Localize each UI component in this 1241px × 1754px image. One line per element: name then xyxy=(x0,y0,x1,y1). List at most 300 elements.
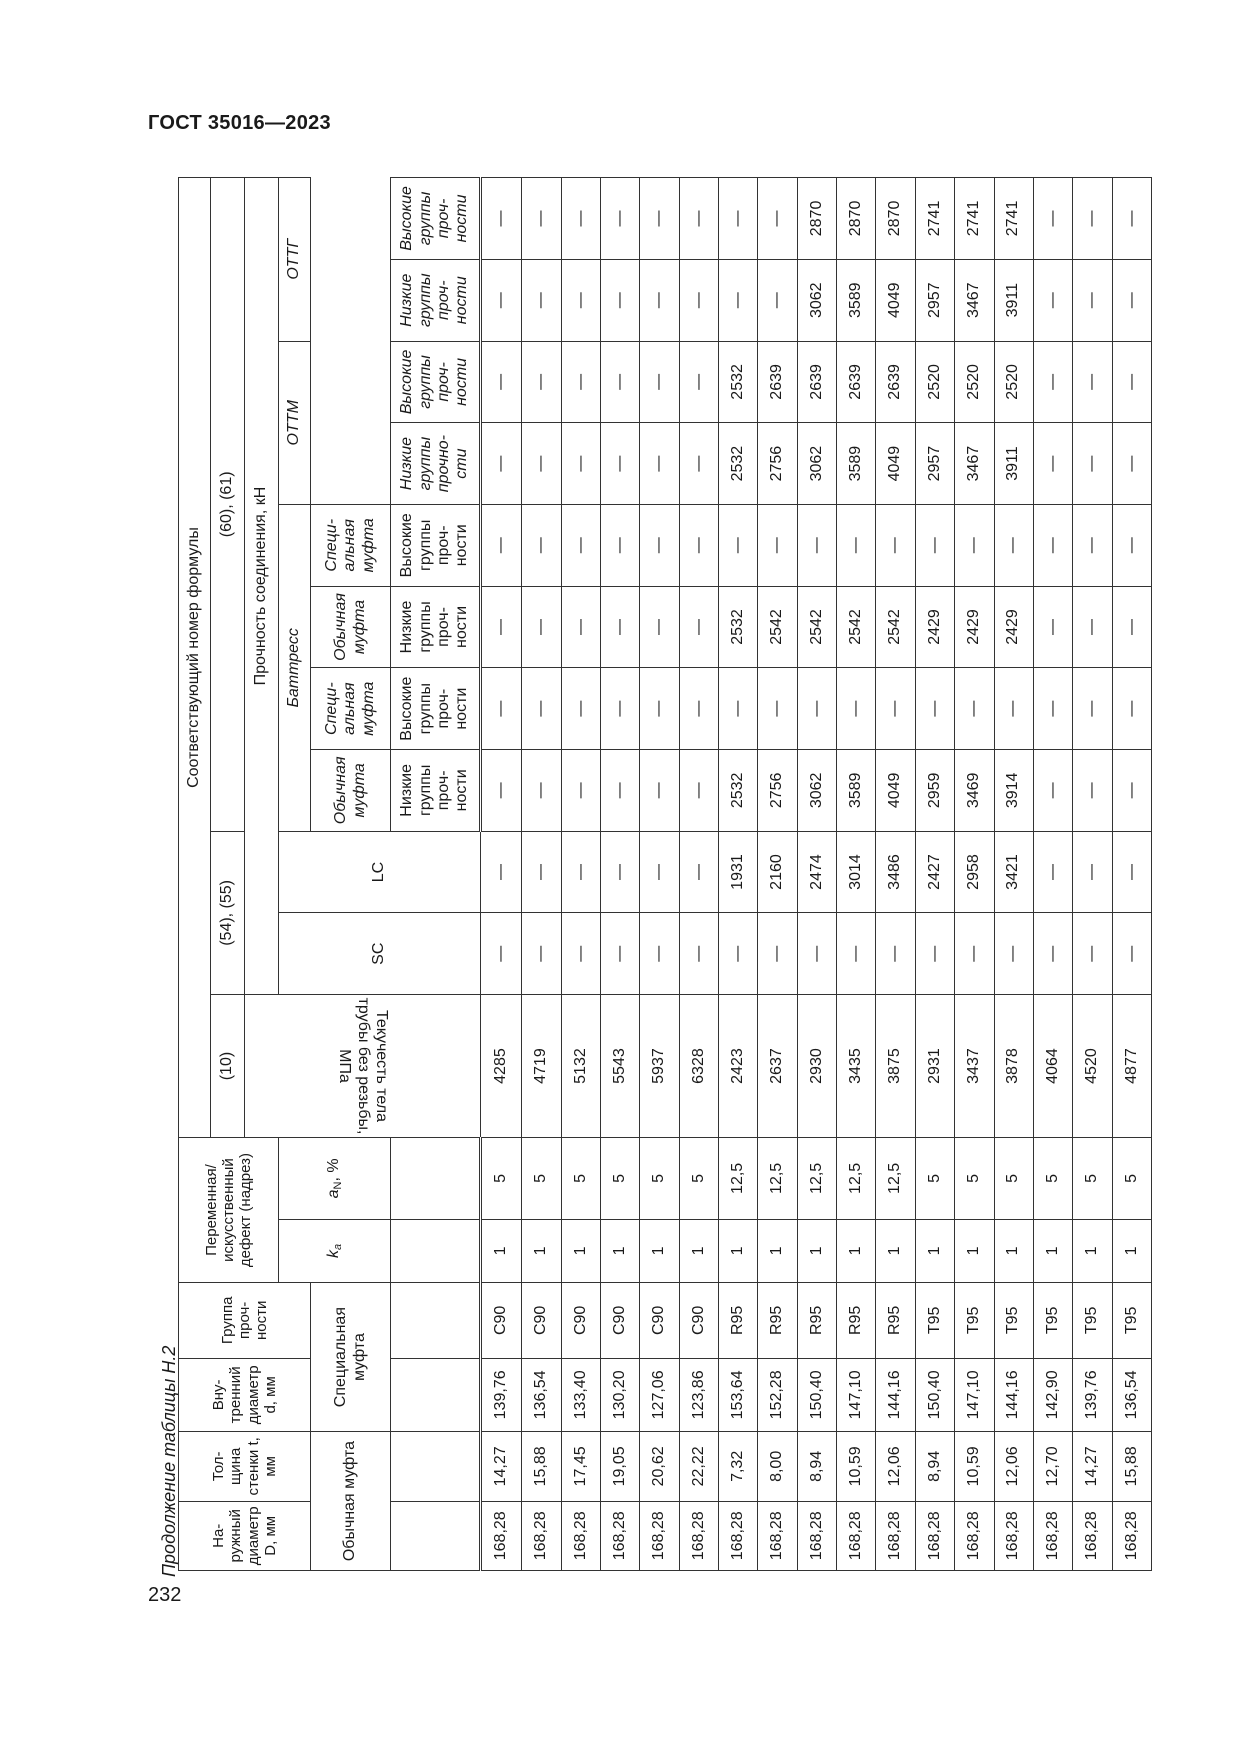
cell-an: 12,5 xyxy=(797,1138,836,1220)
table-row xyxy=(719,178,758,1571)
cell-wall-thickness: 10,59 xyxy=(955,1432,994,1501)
cell-ka: 1 xyxy=(1112,1219,1151,1282)
table-row xyxy=(679,178,718,1571)
cell-outer-diameter: 168,28 xyxy=(797,1501,836,1570)
cell-buttress-regular-low: — xyxy=(601,750,640,832)
header-empty-6 xyxy=(391,1138,481,1220)
cell-inner-diameter: 144,16 xyxy=(994,1358,1033,1432)
cell-ottg-special-high: — xyxy=(1073,178,1112,260)
cell-buttress-regular-high: — xyxy=(601,668,640,750)
cell-an: 5 xyxy=(1112,1138,1151,1220)
cell-sc: — xyxy=(481,913,522,995)
cell-wall-thickness: 8,00 xyxy=(758,1432,797,1501)
cell-buttress-regular-high: — xyxy=(1112,668,1151,750)
cell-ottg-regular-low: 3911 xyxy=(994,259,1033,341)
cell-yield: 5937 xyxy=(640,995,679,1138)
table-caption: Продолжение таблицы Н.2 xyxy=(159,1345,179,1577)
cell-ottm-regular-low: 4049 xyxy=(876,423,915,505)
header-ka-sub: a xyxy=(331,1243,344,1250)
table-row xyxy=(758,178,797,1571)
cell-ottg-special-high: 2870 xyxy=(876,178,915,260)
cell-ottm-regular-low: 3911 xyxy=(994,423,1033,505)
cell-an: 5 xyxy=(640,1138,679,1220)
cell-sc: — xyxy=(601,913,640,995)
cell-buttress-special-high: — xyxy=(481,504,522,586)
cell-sc: — xyxy=(679,913,718,995)
cell-buttress-special-low: 2542 xyxy=(797,586,836,668)
cell-ka: 1 xyxy=(561,1219,600,1282)
cell-buttress-regular-low: — xyxy=(1112,750,1151,832)
table-row xyxy=(522,178,561,1571)
cell-strength-group: R95 xyxy=(876,1283,915,1359)
cell-wall-thickness: 7,32 xyxy=(719,1432,758,1501)
cell-ottg-regular-low: — xyxy=(601,259,640,341)
header-buttress-regular-high: Высокие группы проч-ности xyxy=(391,668,481,750)
cell-inner-diameter: 136,54 xyxy=(1112,1358,1151,1432)
cell-ottg-special-high: — xyxy=(561,178,600,260)
header-an xyxy=(279,1138,391,1220)
cell-outer-diameter: 168,28 xyxy=(640,1501,679,1570)
cell-sc: — xyxy=(561,913,600,995)
cell-an: 5 xyxy=(1033,1138,1072,1220)
cell-ottm-regular-low: — xyxy=(601,423,640,505)
cell-an: 5 xyxy=(1073,1138,1112,1220)
cell-wall-thickness: 8,94 xyxy=(915,1432,954,1501)
cell-an: 5 xyxy=(915,1138,954,1220)
table-row xyxy=(915,178,954,1571)
cell-sc: — xyxy=(1112,913,1151,995)
table-row xyxy=(481,178,522,1571)
cell-yield: 4877 xyxy=(1112,995,1151,1138)
table-row xyxy=(1033,178,1072,1571)
cell-lc: — xyxy=(1033,831,1072,913)
cell-outer-diameter: 168,28 xyxy=(837,1501,876,1570)
cell-buttress-regular-high: — xyxy=(522,668,561,750)
cell-buttress-regular-low: — xyxy=(640,750,679,832)
cell-buttress-regular-low: 2532 xyxy=(719,750,758,832)
header-empty-3 xyxy=(391,1358,481,1432)
header-sc: SC xyxy=(279,913,481,995)
cell-yield: 4520 xyxy=(1073,995,1112,1138)
cell-buttress-special-low: 2542 xyxy=(758,586,797,668)
table-row xyxy=(561,178,600,1571)
header-yield-strength xyxy=(245,995,481,1138)
header-ottg-special: Специ-альная муфта xyxy=(311,504,391,586)
cell-buttress-special-high: — xyxy=(1112,504,1151,586)
cell-ottg-special-high: 2870 xyxy=(797,178,836,260)
cell-ka: 1 xyxy=(994,1219,1033,1282)
cell-buttress-special-high: — xyxy=(719,504,758,586)
cell-outer-diameter: 168,28 xyxy=(758,1501,797,1570)
cell-ottg-regular-low: 3589 xyxy=(837,259,876,341)
cell-ottg-special-high: — xyxy=(758,178,797,260)
cell-an: 5 xyxy=(955,1138,994,1220)
cell-buttress-regular-low: 3914 xyxy=(994,750,1033,832)
cell-buttress-special-low: — xyxy=(1073,586,1112,668)
cell-ottm-regular-low: 2532 xyxy=(719,423,758,505)
cell-an: 5 xyxy=(679,1138,718,1220)
cell-lc: 1931 xyxy=(719,831,758,913)
cell-ottm-special-high: 2520 xyxy=(955,341,994,423)
header-ottm-regular: Обычная муфта xyxy=(311,750,391,832)
page-number: 232 xyxy=(148,1584,182,1606)
table-row xyxy=(1073,178,1112,1571)
cell-an: 12,5 xyxy=(876,1138,915,1220)
cell-outer-diameter: 168,28 xyxy=(679,1501,718,1570)
cell-buttress-special-low: — xyxy=(481,586,522,668)
cell-lc: — xyxy=(481,831,522,913)
cell-ottm-regular-low: — xyxy=(522,423,561,505)
cell-inner-diameter: 153,64 xyxy=(719,1358,758,1432)
cell-buttress-regular-low: — xyxy=(481,750,522,832)
cell-yield: 4719 xyxy=(522,995,561,1138)
cell-yield: 2423 xyxy=(719,995,758,1138)
cell-buttress-regular-low: 3469 xyxy=(955,750,994,832)
data-table xyxy=(178,177,1152,1571)
cell-buttress-regular-low: 2756 xyxy=(758,750,797,832)
cell-sc: — xyxy=(797,913,836,995)
cell-buttress-special-low: — xyxy=(601,586,640,668)
table-row xyxy=(876,178,915,1571)
cell-inner-diameter: 150,40 xyxy=(915,1358,954,1432)
cell-yield: 2637 xyxy=(758,995,797,1138)
header-empty-4 xyxy=(391,1283,481,1359)
cell-ottg-regular-low: — xyxy=(561,259,600,341)
cell-lc: 2427 xyxy=(915,831,954,913)
cell-ottg-special-high: 2741 xyxy=(955,178,994,260)
cell-buttress-regular-high: — xyxy=(994,668,1033,750)
header-empty-1 xyxy=(391,1501,481,1570)
cell-inner-diameter: 130,20 xyxy=(601,1358,640,1432)
cell-sc: — xyxy=(837,913,876,995)
cell-lc: — xyxy=(561,831,600,913)
cell-ottm-regular-low: — xyxy=(1033,423,1072,505)
cell-sc: — xyxy=(522,913,561,995)
cell-strength-group: C90 xyxy=(601,1283,640,1359)
cell-inner-diameter: 127,06 xyxy=(640,1358,679,1432)
table-head xyxy=(179,178,481,1571)
cell-ottg-regular-low: — xyxy=(679,259,718,341)
cell-inner-diameter: 144,16 xyxy=(876,1358,915,1432)
cell-ottm-special-high: — xyxy=(679,341,718,423)
cell-buttress-regular-high: — xyxy=(837,668,876,750)
cell-yield: 3878 xyxy=(994,995,1033,1138)
cell-wall-thickness: 22,22 xyxy=(679,1432,718,1501)
cell-ka: 1 xyxy=(837,1219,876,1282)
cell-ottm-special-high: — xyxy=(481,341,522,423)
cell-buttress-special-high: — xyxy=(837,504,876,586)
cell-buttress-special-low: — xyxy=(1112,586,1151,668)
cell-wall-thickness: 12,06 xyxy=(994,1432,1033,1501)
cell-ottg-regular-low: — xyxy=(1033,259,1072,341)
cell-ottm-regular-low: 2756 xyxy=(758,423,797,505)
table-row xyxy=(1112,178,1151,1571)
cell-ka: 1 xyxy=(522,1219,561,1282)
cell-ottg-special-high: — xyxy=(679,178,718,260)
cell-lc: 3421 xyxy=(994,831,1033,913)
header-empty-5 xyxy=(391,1219,481,1282)
cell-ottg-regular-low: — xyxy=(481,259,522,341)
cell-ottm-special-high: 2639 xyxy=(876,341,915,423)
cell-yield: 5543 xyxy=(601,995,640,1138)
table-row xyxy=(994,178,1033,1571)
cell-an: 12,5 xyxy=(758,1138,797,1220)
cell-strength-group: T95 xyxy=(1033,1283,1072,1359)
header-buttress: Баттресс xyxy=(279,504,311,831)
cell-inner-diameter: 139,76 xyxy=(1073,1358,1112,1432)
cell-lc: 2160 xyxy=(758,831,797,913)
cell-buttress-special-high: — xyxy=(679,504,718,586)
cell-lc: 3486 xyxy=(876,831,915,913)
cell-ottg-regular-low: — xyxy=(522,259,561,341)
header-inner-diameter: Вну-тренний диаметр d, мм xyxy=(179,1358,311,1432)
header-formula-54-55: (54), (55) xyxy=(211,831,245,994)
cell-inner-diameter: 123,86 xyxy=(679,1358,718,1432)
cell-strength-group: T95 xyxy=(1112,1283,1151,1359)
header-ottg-special-high: Высокие группы проч-ности xyxy=(391,178,481,260)
cell-buttress-special-high: — xyxy=(1033,504,1072,586)
cell-buttress-special-high: — xyxy=(915,504,954,586)
cell-wall-thickness: 15,88 xyxy=(1112,1432,1151,1501)
cell-ottm-special-high: — xyxy=(522,341,561,423)
cell-buttress-special-low: — xyxy=(522,586,561,668)
cell-ottm-special-high: 2532 xyxy=(719,341,758,423)
rotated-table-wrapper xyxy=(178,177,1152,1571)
header-joint-strength: Прочность соединения, кН xyxy=(245,178,279,995)
cell-ottg-regular-low: — xyxy=(758,259,797,341)
cell-buttress-special-low: 2542 xyxy=(837,586,876,668)
cell-buttress-regular-high: — xyxy=(758,668,797,750)
cell-sc: — xyxy=(994,913,1033,995)
header-defect: Переменная/искусственный дефект (надрез) xyxy=(179,1138,279,1283)
header-yield-strength-text: Текучесть тела трубы без резьбы, МПа xyxy=(336,997,391,1135)
cell-buttress-regular-low: — xyxy=(1073,750,1112,832)
cell-an: 12,5 xyxy=(719,1138,758,1220)
cell-sc: — xyxy=(719,913,758,995)
cell-buttress-special-high: — xyxy=(522,504,561,586)
cell-ka: 1 xyxy=(640,1219,679,1282)
cell-buttress-regular-high: — xyxy=(797,668,836,750)
cell-ka: 1 xyxy=(876,1219,915,1282)
cell-lc: — xyxy=(601,831,640,913)
cell-strength-group: R95 xyxy=(837,1283,876,1359)
header-wall-thickness: Тол-щина стенки t, мм xyxy=(179,1432,311,1501)
cell-inner-diameter: 142,90 xyxy=(1033,1358,1072,1432)
cell-strength-group: T95 xyxy=(955,1283,994,1359)
cell-sc: — xyxy=(1073,913,1112,995)
cell-yield: 2931 xyxy=(915,995,954,1138)
cell-strength-group: C90 xyxy=(640,1283,679,1359)
cell-inner-diameter: 133,40 xyxy=(561,1358,600,1432)
cell-buttress-special-high: — xyxy=(758,504,797,586)
cell-buttress-special-high: — xyxy=(561,504,600,586)
cell-ka: 1 xyxy=(758,1219,797,1282)
cell-ottm-regular-low: 3062 xyxy=(797,423,836,505)
cell-ottm-special-high: — xyxy=(1033,341,1072,423)
cell-outer-diameter: 168,28 xyxy=(915,1501,954,1570)
cell-buttress-special-low: 2532 xyxy=(719,586,758,668)
header-an-suffix: , % xyxy=(324,1158,342,1182)
cell-strength-group: C90 xyxy=(561,1283,600,1359)
cell-inner-diameter: 150,40 xyxy=(797,1358,836,1432)
cell-buttress-special-high: — xyxy=(1073,504,1112,586)
header-ka xyxy=(279,1219,391,1282)
cell-ottg-special-high: 2741 xyxy=(994,178,1033,260)
cell-ottg-regular-low: — xyxy=(640,259,679,341)
cell-buttress-regular-high: — xyxy=(915,668,954,750)
header-outer-diameter: На-ружный диаметр D, мм xyxy=(179,1501,311,1570)
cell-strength-group: R95 xyxy=(758,1283,797,1359)
cell-outer-diameter: 168,28 xyxy=(601,1501,640,1570)
cell-ottm-special-high: 2639 xyxy=(758,341,797,423)
cell-ottm-regular-low: — xyxy=(640,423,679,505)
cell-an: 12,5 xyxy=(837,1138,876,1220)
header-special-coupling: Специальная муфта xyxy=(311,1283,391,1432)
cell-wall-thickness: 10,59 xyxy=(837,1432,876,1501)
cell-ottg-regular-low: — xyxy=(1073,259,1112,341)
cell-outer-diameter: 168,28 xyxy=(994,1501,1033,1570)
cell-buttress-special-high: — xyxy=(797,504,836,586)
cell-buttress-special-low: 2429 xyxy=(915,586,954,668)
cell-buttress-regular-high: — xyxy=(876,668,915,750)
cell-inner-diameter: 136,54 xyxy=(522,1358,561,1432)
header-buttress-special-low: Низкие группы проч-ности xyxy=(391,586,481,668)
cell-lc: 3014 xyxy=(837,831,876,913)
cell-lc: — xyxy=(640,831,679,913)
table-row xyxy=(640,178,679,1571)
cell-strength-group: T95 xyxy=(915,1283,954,1359)
cell-ka: 1 xyxy=(679,1219,718,1282)
cell-buttress-regular-high: — xyxy=(1073,668,1112,750)
cell-ottm-regular-low: — xyxy=(1112,423,1151,505)
header-formula-60-61: (60), (61) xyxy=(211,178,245,832)
cell-sc: — xyxy=(758,913,797,995)
cell-outer-diameter: 168,28 xyxy=(955,1501,994,1570)
cell-strength-group: T95 xyxy=(994,1283,1033,1359)
cell-ottg-special-high: — xyxy=(719,178,758,260)
cell-buttress-special-high: — xyxy=(640,504,679,586)
header-ka-symbol: k xyxy=(324,1249,342,1258)
cell-ottm-regular-low: 3467 xyxy=(955,423,994,505)
cell-yield: 2930 xyxy=(797,995,836,1138)
cell-wall-thickness: 20,62 xyxy=(640,1432,679,1501)
cell-lc: — xyxy=(1112,831,1151,913)
cell-buttress-special-low: 2429 xyxy=(994,586,1033,668)
header-buttress-special-high: Высокие группы проч-ности xyxy=(391,504,481,586)
cell-ka: 1 xyxy=(797,1219,836,1282)
cell-ottg-regular-low: 2957 xyxy=(915,259,954,341)
cell-wall-thickness: 12,70 xyxy=(1033,1432,1072,1501)
header-regular-coupling: Обычная муфта xyxy=(311,1432,391,1571)
cell-sc: — xyxy=(1033,913,1072,995)
cell-buttress-regular-high: — xyxy=(640,668,679,750)
cell-yield: 4285 xyxy=(481,995,522,1138)
cell-sc: — xyxy=(955,913,994,995)
cell-wall-thickness: 8,94 xyxy=(797,1432,836,1501)
header-formula-10: (10) xyxy=(211,995,245,1138)
cell-buttress-special-low: 2429 xyxy=(955,586,994,668)
cell-strength-group: C90 xyxy=(522,1283,561,1359)
cell-buttress-special-high: — xyxy=(876,504,915,586)
cell-ottm-special-high: — xyxy=(561,341,600,423)
table-row xyxy=(797,178,836,1571)
header-ottm-special-high: Высокие группы проч-ности xyxy=(391,341,481,423)
cell-buttress-regular-high: — xyxy=(719,668,758,750)
cell-outer-diameter: 168,28 xyxy=(719,1501,758,1570)
cell-lc: 2958 xyxy=(955,831,994,913)
cell-buttress-special-high: — xyxy=(601,504,640,586)
cell-buttress-regular-low: 2959 xyxy=(915,750,954,832)
table-row xyxy=(601,178,640,1571)
cell-inner-diameter: 139,76 xyxy=(481,1358,522,1432)
cell-ottm-regular-low: 2957 xyxy=(915,423,954,505)
cell-outer-diameter: 168,28 xyxy=(522,1501,561,1570)
table-row xyxy=(955,178,994,1571)
cell-wall-thickness: 17,45 xyxy=(561,1432,600,1501)
cell-ottm-special-high: — xyxy=(640,341,679,423)
cell-ottm-regular-low: — xyxy=(481,423,522,505)
cell-buttress-regular-low: — xyxy=(522,750,561,832)
cell-sc: — xyxy=(640,913,679,995)
cell-buttress-special-low: — xyxy=(679,586,718,668)
cell-ottm-regular-low: 3589 xyxy=(837,423,876,505)
cell-yield: 5132 xyxy=(561,995,600,1138)
cell-ka: 1 xyxy=(719,1219,758,1282)
cell-buttress-regular-low: — xyxy=(561,750,600,832)
cell-buttress-regular-low: 3589 xyxy=(837,750,876,832)
cell-ottg-regular-low: — xyxy=(719,259,758,341)
cell-buttress-special-high: — xyxy=(994,504,1033,586)
cell-outer-diameter: 168,28 xyxy=(1033,1501,1072,1570)
table-row xyxy=(837,178,876,1571)
cell-buttress-special-low: 2542 xyxy=(876,586,915,668)
cell-ottm-special-high: 2639 xyxy=(797,341,836,423)
cell-inner-diameter: 147,10 xyxy=(955,1358,994,1432)
cell-buttress-regular-high: — xyxy=(679,668,718,750)
cell-ottm-special-high: — xyxy=(1073,341,1112,423)
cell-buttress-regular-low: — xyxy=(1033,750,1072,832)
cell-buttress-special-low: — xyxy=(640,586,679,668)
cell-strength-group: R95 xyxy=(719,1283,758,1359)
cell-an: 5 xyxy=(561,1138,600,1220)
cell-ottg-special-high: — xyxy=(1033,178,1072,260)
cell-ottm-special-high: — xyxy=(1112,341,1151,423)
cell-sc: — xyxy=(876,913,915,995)
cell-outer-diameter: 168,28 xyxy=(561,1501,600,1570)
cell-yield: 3437 xyxy=(955,995,994,1138)
cell-lc: — xyxy=(1073,831,1112,913)
document-title: ГОСТ 35016—2023 xyxy=(148,112,331,134)
header-ottg-regular: Обычная муфта xyxy=(311,586,391,668)
cell-ottg-special-high: — xyxy=(601,178,640,260)
cell-wall-thickness: 14,27 xyxy=(481,1432,522,1501)
cell-buttress-regular-low: — xyxy=(679,750,718,832)
cell-ottg-special-high: 2741 xyxy=(915,178,954,260)
cell-inner-diameter: 152,28 xyxy=(758,1358,797,1432)
cell-ottm-special-high: — xyxy=(601,341,640,423)
cell-ottg-regular-low: — xyxy=(1112,259,1151,341)
cell-ka: 1 xyxy=(955,1219,994,1282)
cell-yield: 3875 xyxy=(876,995,915,1138)
cell-yield: 4064 xyxy=(1033,995,1072,1138)
cell-yield: 6328 xyxy=(679,995,718,1138)
cell-outer-diameter: 168,28 xyxy=(481,1501,522,1570)
cell-yield: 3435 xyxy=(837,995,876,1138)
header-ottm: ОТТМ xyxy=(279,341,311,504)
cell-ottg-special-high: — xyxy=(522,178,561,260)
header-ottm-special: Специ-альная муфта xyxy=(311,668,391,750)
header-lc: LC xyxy=(279,831,481,913)
